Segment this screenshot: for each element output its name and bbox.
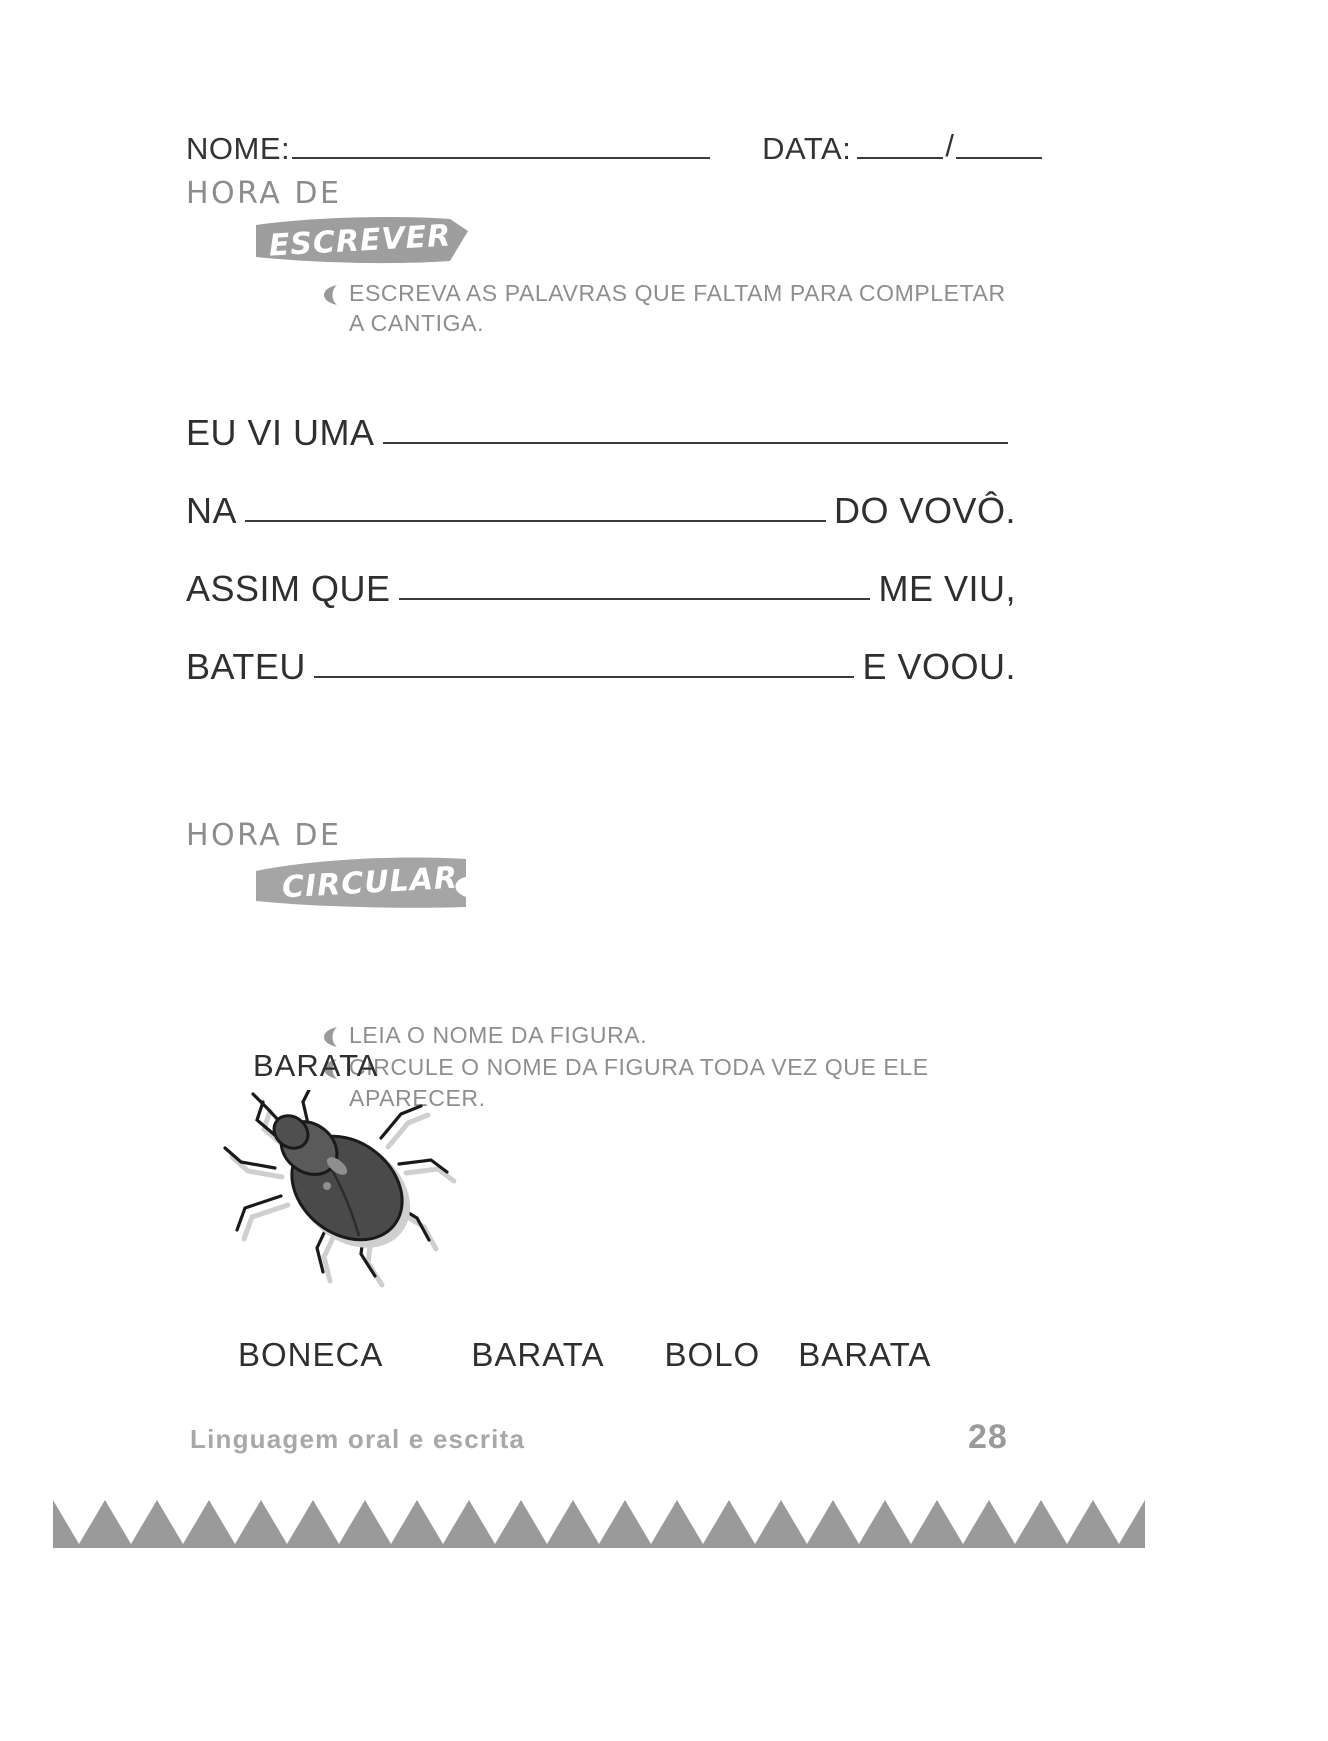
cantiga-exercise bbox=[186, 375, 1016, 687]
cantiga-prefix: BATEU bbox=[186, 646, 306, 687]
circular-ribbon bbox=[254, 857, 504, 907]
word-options-row bbox=[238, 1336, 998, 1374]
nome-label: NOME: bbox=[186, 131, 291, 166]
cantiga-blank-line[interactable] bbox=[383, 442, 1008, 444]
data-month-input-line[interactable] bbox=[956, 157, 1042, 159]
escrever-instructions bbox=[322, 278, 1009, 341]
cockroach-illustration-icon bbox=[205, 1090, 485, 1300]
instruction-text: LEIA O NOME DA FIGURA. bbox=[349, 1022, 648, 1048]
figure-name-label: BARATA bbox=[253, 1048, 379, 1083]
instruction-text: CIRCULE O NOME DA FIGURA TODA VEZ QUE ELE APARECER. bbox=[349, 1054, 929, 1111]
cantiga-suffix: ME VIU, bbox=[878, 568, 1016, 609]
escrever-ribbon bbox=[254, 215, 484, 265]
cantiga-suffix: DO VOVÔ. bbox=[833, 490, 1016, 531]
instruction-text: ESCREVA AS PALAVRAS QUE FALTAM PARA COMPLETAR A CANTIGA. bbox=[349, 280, 1006, 337]
footer-subject: Linguagem oral e escrita bbox=[190, 1424, 526, 1454]
cantiga-prefix: EU VI UMA bbox=[186, 412, 375, 453]
circular-ribbon-label: CIRCULAR bbox=[281, 860, 459, 905]
cantiga-blank-line[interactable] bbox=[399, 598, 871, 600]
data-day-input-line[interactable] bbox=[857, 157, 943, 159]
cantiga-suffix: E VOOU. bbox=[862, 646, 1016, 687]
pacman-bullet-icon bbox=[322, 283, 340, 307]
pacman-bullet-icon bbox=[322, 1025, 340, 1049]
student-header bbox=[186, 118, 1196, 164]
cantiga-line bbox=[186, 375, 1016, 453]
escrever-hora-de-label: HORA DE bbox=[186, 176, 342, 211]
word-option[interactable]: BONECA bbox=[238, 1336, 384, 1373]
cantiga-prefix: ASSIM QUE bbox=[186, 568, 391, 609]
escrever-ribbon-label: ESCREVER bbox=[267, 217, 453, 264]
cantiga-prefix: NA bbox=[186, 490, 238, 531]
cantiga-blank-line[interactable] bbox=[314, 676, 855, 678]
cantiga-blank-line[interactable] bbox=[245, 520, 826, 522]
zigzag-border-decoration bbox=[53, 1492, 1145, 1548]
cantiga-line bbox=[186, 453, 1016, 531]
circular-banner bbox=[186, 818, 504, 907]
escrever-banner bbox=[186, 176, 484, 265]
cantiga-line bbox=[186, 609, 1016, 687]
data-label: DATA: bbox=[762, 131, 852, 166]
word-option[interactable]: BOLO bbox=[664, 1336, 761, 1373]
circular-hora-de-label: HORA DE bbox=[186, 818, 342, 853]
instruction-item bbox=[322, 278, 1009, 339]
footer-page-number: 28 bbox=[968, 1418, 1008, 1456]
cantiga-line bbox=[186, 531, 1016, 609]
word-option[interactable]: BARATA bbox=[798, 1336, 932, 1373]
instruction-item bbox=[322, 1020, 1009, 1050]
date-separator: / bbox=[945, 128, 954, 163]
word-option[interactable]: BARATA bbox=[471, 1336, 605, 1373]
nome-input-line[interactable] bbox=[292, 157, 710, 159]
